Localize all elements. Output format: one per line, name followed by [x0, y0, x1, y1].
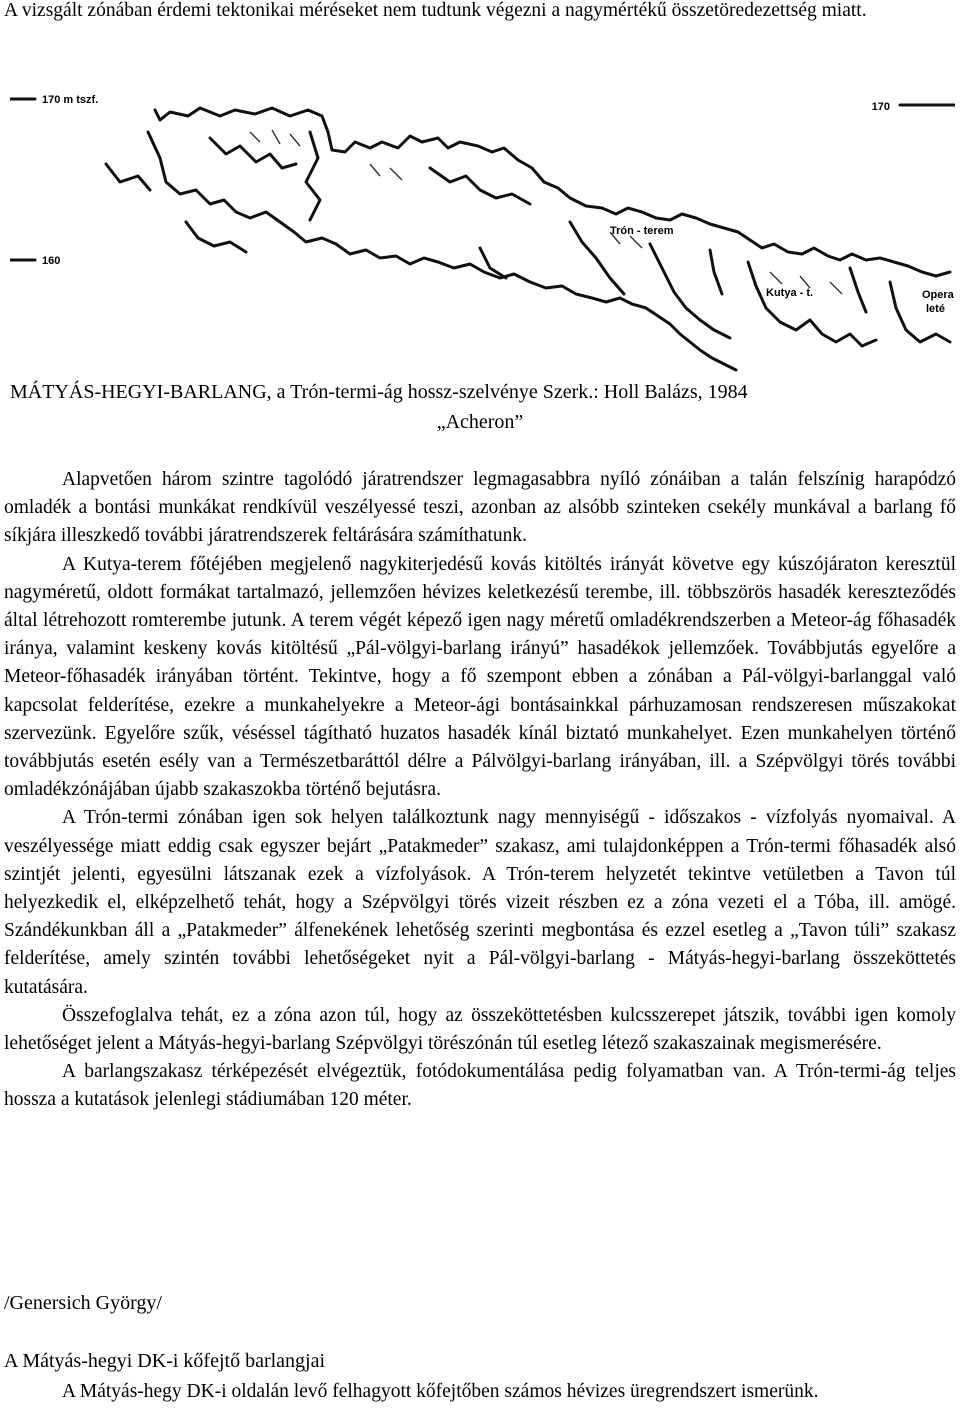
- level-label-170-left: 170 m tszf.: [42, 94, 99, 106]
- level-label-160: 160: [42, 255, 61, 267]
- body-paragraph: A Kutya-terem főtéjében megjelenő nagykiterjedésű kovás kitöltés irányát követve egy kúszójáraton keresztül nagyméretű, oldott formákat tartalmazó, jellemzően hévizes keletkezésű terembe, ill. többszörös hasadék kereszteződés által létrehozott romterembe jutunk. A terem végét képező igen nagy méretű omladékrendszerben a Meteor-ág főhasadék iránya, valamint keskeny kovás kitöltésű „Pál-völgyi-barlang irányú” hasadékok jellemzőek. Továbbjutás egyelőre a Meteor-főhasadék irányában történt. Tekintve, hogy a fő szempont ebben a zónában a Pál-völgyi-barlanggal való kapcsolat felderítése, ezekre a munkahelyekre a Meteor-ági bontásainkkal párhuzamosan rendszeresen műszakokat szervezünk. Egyelőre szűk, véséssel tágítható huzatos hasadék kínál biztató munkahelyet. Ezen munkahelyen történő továbbjutás esetén esély van a Természetbaráttól délre a Pálvölgyi-barlang irányában, ill. a Szépvölgyi törés további omladékzónájában újabb szakaszokba történő bejutásra.: [4, 553, 956, 801]
- body-paragraph: Alapvetően három szintre tagolódó járatrendszer legmagasabbra nyíló zónáiban a talán felszínig harapódzó omladék a bontási munkákat rendkívül veszélyessé teszi, azonban az alsóbb szinteken csekély munkával a barlang fő síkjára illeszkedő további járatrendszerek feltárására számíthatunk.: [4, 469, 956, 547]
- body-paragraph: A barlangszakasz térképezését elvégeztük, fotódokumentálása pedig folyamatban van. A Trón-termi-ág teljes hossza a kutatások jelenlegi stádiumában 120 méter.: [4, 1061, 956, 1111]
- section-title-acheron: „Acheron”: [436, 411, 524, 433]
- figure-caption: MÁTYÁS-HEGYI-BARLANG, a Trón-termi-ág hossz-szelvénye Szerk.: Holl Balázs, 1984: [10, 381, 748, 403]
- label-opera-line2: leté: [926, 303, 945, 315]
- next-section-title: A Mátyás-hegyi DK-i kőfejtő barlangjai: [4, 1350, 326, 1372]
- label-opera-line1: Opera: [922, 289, 954, 301]
- body-text: [4, 466, 956, 1115]
- author-signature: /Genersich György/: [4, 1292, 162, 1314]
- body-paragraph: A Trón-termi zónában igen sok helyen találkoztunk nagy mennyiségű - időszakos - vízfolyás nyomaival. A veszélyessége miatt eddig csak egyszer bejárt „Patakmeder” szakasz, ami tulajdonképpen a Trón-termi főhasadék alsó szintjét jelenti, egyesülni látszanak ezek a vízfolyások. A Trón-terem helyzetét tekintve vetületben a Tavon túl helyezkedik el, elképzelhető tehát, hogy a Szépvölgyi törés vizeit részben ez a zóna vezeti el a Tóba, ill. amögé. Szándékunkban áll a „Patakmeder” álfenekének lehetőség szerinti megbontása és ezzel esetleg a „Tavon túli” szakasz felderítése, amely szintén további lehetőségeket nyit a Pál-völgyi-barlang - Mátyás-hegyi-barlang összeköttetés kutatására.: [4, 807, 956, 998]
- level-label-170-right: 170: [871, 101, 890, 113]
- next-section-paragraph: A Mátyás-hegy DK-i oldalán levő felhagyott kőfejtőben számos hévizes üregrendszert ismerünk.: [62, 1381, 819, 1402]
- label-tron-terem: Trón - terem: [610, 225, 674, 237]
- body-paragraph: Összefoglalva tehát, ez a zóna azon túl, hogy az összeköttetésben kulcsszerepet játszik, további igen komoly lehetőséget jelent a Mátyás-hegyi-barlang Szépvölgyi törészónán túl esetleg létező szakaszainak megismerésére.: [4, 1004, 956, 1055]
- cave-longitudinal-section-figure: [10, 72, 955, 377]
- label-kutya-terem: Kutya - t.: [766, 287, 814, 299]
- intro-paragraph: A vizsgált zónában érdemi tektonikai méréseket nem tudtunk végezni a nagymértékű összetöredezettség miatt.: [4, 0, 867, 21]
